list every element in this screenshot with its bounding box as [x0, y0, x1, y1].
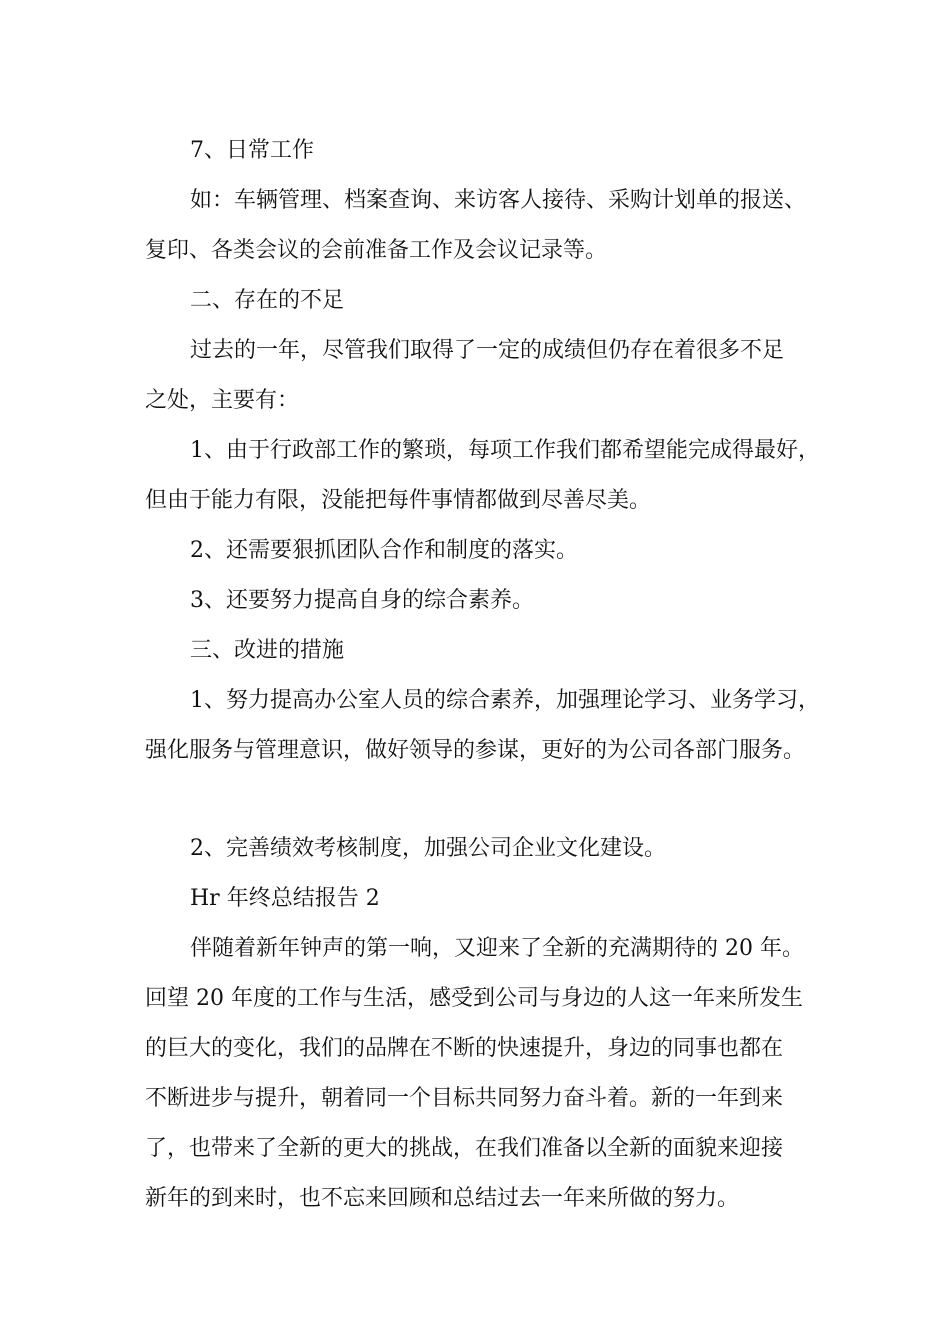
list-item-line: 但由于能力有限，没能把每件事情都做到尽善尽美。 [145, 488, 652, 513]
list-item-line: 1、努力提高办公室人员的综合素养，加强理论学习、业务学习， [190, 688, 820, 713]
list-item-line: 2、还需要狠抓团队合作和制度的落实。 [190, 538, 578, 563]
list-item-line: 强化服务与管理意识，做好领导的参谋，更好的为公司各部门服务。 [145, 738, 806, 763]
paragraph-line: 的巨大的变化，我们的品牌在不断的快速提升，身边的同事也都在 [145, 1036, 784, 1061]
paragraph-line: 之处，主要有： [145, 388, 300, 413]
list-item-line: 3、还要努力提高自身的综合素养。 [190, 588, 534, 613]
paragraph-line: 新年的到来时，也不忘来回顾和总结过去一年来所做的努力。 [145, 1186, 740, 1211]
list-item-line: 1、由于行政部工作的繁琐，每项工作我们都希望能完成得最好， [190, 438, 820, 463]
paragraph-line: 了，也带来了全新的更大的挑战，在我们准备以全新的面貌来迎接 [145, 1136, 784, 1161]
section-heading-daily-work: 7、日常工作 [190, 138, 314, 163]
paragraph-line: 过去的一年，尽管我们取得了一定的成绩但仍存在着很多不足 [190, 338, 785, 363]
list-item-line: 2、完善绩效考核制度，加强公司企业文化建设。 [190, 836, 666, 861]
paragraph-line: 复印、各类会议的会前准备工作及会议记录等。 [145, 238, 608, 263]
paragraph-line: 不断进步与提升，朝着同一个目标共同努力奋斗着。新的一年到来 [145, 1086, 784, 1111]
paragraph-line: 如：车辆管理、档案查询、来访客人接待、采购计划单的报送、 [190, 188, 807, 213]
section-heading-shortcomings: 二、存在的不足 [190, 288, 345, 313]
section-heading-improvements: 三、改进的措施 [190, 638, 345, 663]
report-title: Hr 年终总结报告 2 [190, 886, 380, 911]
paragraph-line: 伴随着新年钟声的第一响，又迎来了全新的充满期待的 20 年。 [190, 936, 804, 961]
paragraph-line: 回望 20 年度的工作与生活，感受到公司与身边的人这一年来所发生 [145, 986, 803, 1011]
